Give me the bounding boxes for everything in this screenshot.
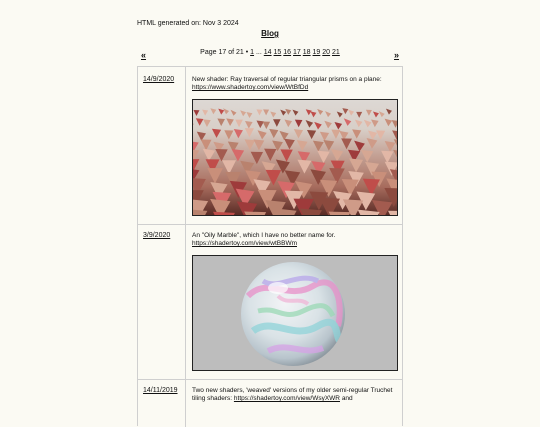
page-link-14[interactable]: 14 (264, 49, 272, 56)
post-suffix: and (342, 395, 353, 402)
prism-plane-graphic (193, 100, 397, 215)
oily-marble-shader-image[interactable] (192, 255, 398, 371)
post-date-link[interactable]: 3/9/2020 (143, 232, 170, 239)
oily-marble-graphic (193, 256, 397, 370)
table-row-divider (137, 379, 403, 380)
post-description: New shader: Ray traversal of regular triangular prisms on a plane: (192, 76, 382, 83)
post-description: Two new shaders, 'weaved' versions of my older semi-regular Truchet tiling shaders: (192, 387, 392, 402)
post-link[interactable]: https://www.shadertoy.com/view/WtBfDd (192, 84, 308, 91)
pager-ellipsis: ... (256, 49, 262, 56)
post-link[interactable]: https://shadertoy.com/view/wtBBWm (192, 240, 297, 247)
post-description: An "Oily Marble", which I have no better name for. (192, 232, 335, 239)
post-date-link[interactable]: 14/11/2019 (143, 387, 178, 394)
post-text (192, 387, 398, 403)
page-link-19[interactable]: 19 (313, 49, 321, 56)
page-link-18[interactable]: 18 (303, 49, 311, 56)
table-row-divider (137, 224, 403, 225)
page-indicator: Page 17 of 21 • (200, 49, 248, 56)
generated-on-text: HTML generated on: Nov 3 2024 (137, 20, 239, 27)
page-link-15[interactable]: 15 (274, 49, 282, 56)
post-date-link[interactable]: 14/9/2020 (143, 76, 174, 83)
next-page-link[interactable]: » (394, 50, 399, 60)
table-column-divider (185, 67, 186, 427)
page-link-1[interactable]: 1 (250, 49, 254, 56)
page-title: Blog (0, 29, 540, 38)
page-link-17[interactable]: 17 (293, 49, 301, 56)
page-link-16[interactable]: 16 (283, 49, 291, 56)
page-link-20[interactable]: 20 (322, 49, 330, 56)
post-text (192, 76, 398, 92)
pagination (0, 49, 540, 56)
prev-page-link[interactable]: « (141, 50, 146, 60)
post-text (192, 232, 398, 248)
page-link-21[interactable]: 21 (332, 49, 340, 56)
post-link[interactable]: https://shadertoy.com/view/WsyXWR (234, 395, 340, 402)
prism-plane-shader-image[interactable] (192, 99, 398, 216)
